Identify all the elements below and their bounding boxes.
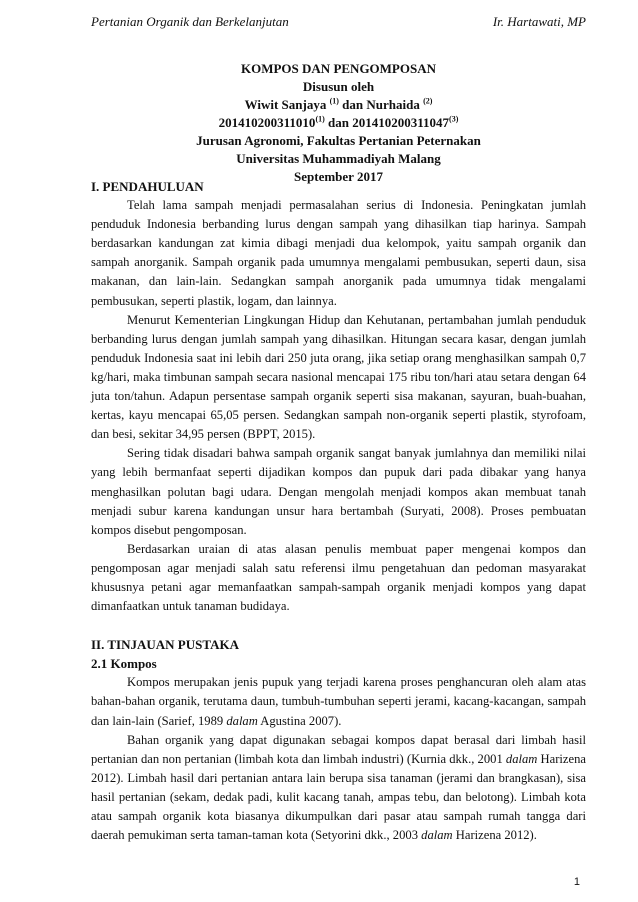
section-1-paragraph-3: Sering tidak disadari bahwa sampah organik sangat banyak jumlahnya dan memiliki nilai yang lebih bermanfaat seperti dijadikan kompos dan pupuk dari pada dibakar yang hanya menghasilkan polutan bagi udara. Dengan mengolah menjadi kompos akan membuat tanah menjadi subur karena kandungan unsur hara bertambah (Suryati, 2008). Proses pembuatan kompos disebut pengomposan. [91, 446, 586, 537]
subsection-2-1-heading: 2.1 Kompos [91, 656, 157, 672]
s2p1-dalam: dalam [226, 713, 258, 728]
author-1-sup: (1) [329, 96, 339, 106]
and-word: dan [342, 97, 364, 112]
section-gap [91, 616, 586, 635]
prepared-by: Disusun oleh [302, 79, 375, 94]
author-2: Nurhaida [366, 97, 420, 112]
student-id-2-sup: (3) [449, 114, 459, 124]
header-lecturer: Ir. Hartawati, MP [492, 14, 586, 29]
section-2-heading: II. TINJAUAN PUSTAKA [91, 637, 239, 653]
header-course: Pertanian Organik dan Berkelanjutan [91, 14, 289, 29]
s2p1-text: Kompos merupakan jenis pupuk yang terjadi karena proses penghancuran oleh alam atas bahan-bahan organik, terutama daun, tumbuh-tumbuhan seperti jerami, kacang-kacangan, sampah dan lain-lain (Sarief, 1989 [91, 675, 586, 728]
student-id-2: 201410200311047 [352, 115, 450, 130]
student-ids-line [91, 114, 586, 132]
s2p2-c: Harizena 2012). [452, 828, 537, 843]
section-1-paragraph-4: Berdasarkan uraian di atas alasan penulis membuat paper mengenai kompos dan pengomposan agar menjadi salah satu referensi ilmu pengetahuan dan pedoman masyarakat khususnya petani agar memanfaatkan sampah-sampah organik menjadi kompos yang dapat dimanfaatkan untuk tanaman budidaya. [91, 541, 586, 614]
and-word-2: dan [328, 115, 349, 130]
s2p2-dalam-2: dalam [421, 828, 453, 843]
paper-title: KOMPOS DAN PENGOMPOSAN [241, 61, 436, 76]
page-number: 1 [573, 876, 580, 888]
s2p2-b: Harizena 2012). Limbah hasil dari pertanian antara lain berupa sisa tanaman (jerami dan brangkasan), sisa hasil pertanian (sekam, dedak padi, kulit kacang tanah, ampas tebu, dan belotong). Limbah kota atau sampah organik kota biasanya dikumpulkan dari pasar atau sampah rumah tangga dari daerah pemukiman serta taman-taman kota (Setyorini dkk., 2003 [91, 751, 586, 843]
university: Universitas Muhammadiyah Malang [236, 151, 441, 166]
title-block [91, 60, 586, 186]
section-1-heading: I. PENDAHULUAN [91, 179, 204, 194]
s2p2-dalam-1: dalam [505, 751, 538, 766]
document-body [91, 177, 586, 845]
s2p2-a: Bahan organik yang dapat digunakan sebagai kompos dapat berasal dari limbah hasil pertanian dan non pertanian (limbah kota dan limbah industri) (Kurnia dkk., 2001 [91, 732, 586, 766]
section-1-paragraph-1: Telah lama sampah menjadi permasalahan serius di Indonesia. Peningkatan jumlah penduduk Indonesia berbanding lurus dengan sampah yang dihasilkan tiap harinya. Sampah berdasarkan kandungan zat kimia dibagi menjadi dua kelompok, yaitu sampah organik dan sampah anorganik. Sampah organik pada umumnya mengalami pembusukan, seperti daun, sisa makanan, dan lain-lain. Sedangkan sampah anorganik pada umumnya tidak mengalami pembusukan, seperti plastik, logam, dan lainnya. [91, 198, 586, 308]
s2p1-end: Agustina 2007). [257, 713, 342, 728]
authors-line [91, 96, 586, 114]
section-1-paragraph-2: Menurut Kementerian Lingkungan Hidup dan Kehutanan, pertambahan jumlah penduduk berbanding lurus dengan jumlah sampah yang dihasilkan. Hitungan secara kasar, dengan jumlah penduduk Indonesia saat ini lebih dari 250 juta orang, jika setiap orang menghasilkan sampah 0,7 kg/hari, maka timbunan sampah secara nasional mencapai 175 ribu ton/hari atau setara dengan 64 juta ton/tahun. Adapun persentase sampah organik seperti sisa makanan, sayuran, buah-buahan, kertas, kayu mencapai 65,05 persen. Sedangkan sampah non-organik seperti plastik, styrofoam, dan besi, sekitar 34,95 persen (BPPT, 2015). [91, 312, 586, 442]
author-1: Wiwit Sanjaya [244, 97, 327, 112]
student-id-1: 201410200311010 [218, 115, 316, 130]
author-2-sup: (2) [423, 96, 433, 106]
department: Jurusan Agronomi, Fakultas Pertanian Peternakan [196, 133, 481, 148]
running-header [91, 14, 586, 30]
section-2-paragraph-1 [91, 673, 586, 730]
date: September 2017 [294, 169, 383, 184]
section-2-paragraph-2 [91, 731, 586, 846]
student-id-1-sup: (1) [315, 114, 325, 124]
